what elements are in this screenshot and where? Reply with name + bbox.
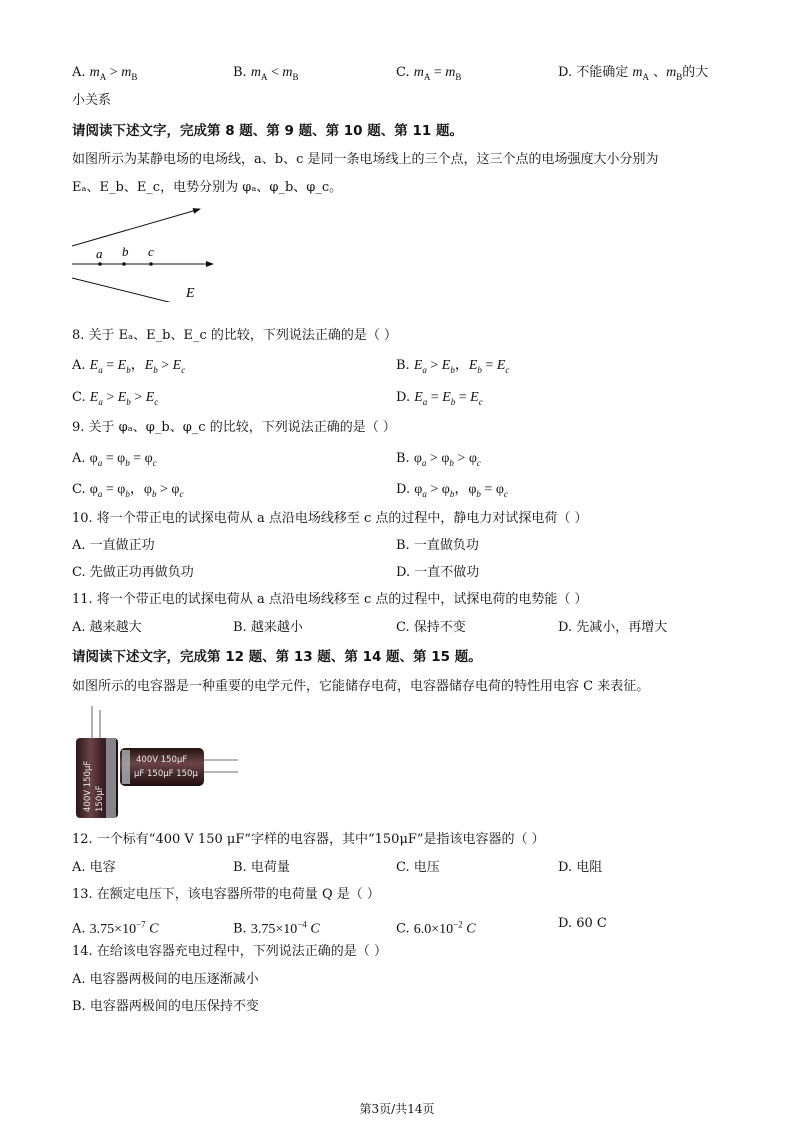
q9-option-c: C. $\varphi_a = \varphi_b$，$\varphi_b > \varphi_c$: [72, 482, 184, 499]
section2-heading: 请阅读下述文字，完成第 12 题、第 13 题、第 14 题、第 15 题。: [72, 649, 482, 665]
q12-option-c: C. 电压: [396, 860, 440, 875]
q12-option-a: A. 电容: [72, 860, 116, 875]
q7-option-d-continued: 小关系: [72, 93, 112, 108]
electric-field-diagram: [66, 202, 226, 302]
section2-intro: 如图所示的电容器是一种重要的电学元件，它能储存电荷，电容器储存电荷的特性用电容 C 来表征。: [72, 679, 650, 694]
section1-intro-line2: Eₐ、E_b、E_c，电势分别为 φₐ、φ_b、φ_c。: [72, 180, 343, 195]
q9-stem: 9. 关于 φₐ、φ_b、φ_c 的比较，下列说法正确的是（ ）: [72, 420, 396, 435]
q14-stem: 14. 在给该电容器充电过程中，下列说法正确的是（ ）: [72, 944, 387, 959]
q10-option-d: D. 一直不做功: [396, 565, 480, 580]
q7-option-c: C. $m_A = m_B$: [396, 65, 462, 82]
section1-intro-line1: 如图所示为某静电场的电场线，a、b、c 是同一条电场线上的三个点，这三个点的电场强度大小分别为: [72, 152, 659, 167]
horizontal-capacitor-marking-2: μF 150μF 150μ: [134, 769, 198, 779]
point-a: [98, 262, 102, 266]
q11-stem: 11. 将一个带正电的试探电荷从 a 点沿电场线移至 c 点的过程中，试探电荷的电势能（ ）: [72, 592, 588, 607]
q13-option-a: A. $3.75\times 10^{-7}$ C: [72, 919, 159, 937]
q11-option-c: C. 保持不变: [396, 620, 466, 635]
horizontal-capacitor: [120, 748, 204, 786]
q14-option-a: A. 电容器两极间的电压逐渐减小: [72, 972, 259, 987]
q9-option-a: A. $\varphi_a = \varphi_b = \varphi_c$: [72, 451, 157, 468]
q10-option-b: B. 一直做负功: [396, 538, 479, 553]
q8-option-b: B. $E_a > E_b$，$E_b = E_c$: [396, 358, 510, 375]
q11-option-a: A. 越来越大: [72, 620, 142, 635]
q7-option-d: D. 不能确定 $m_A$ 、$m_B$的大: [558, 65, 709, 82]
horizontal-capacitor-marking: 400V 150μF: [136, 755, 188, 765]
q10-option-c: C. 先做正功再做负功: [72, 565, 194, 580]
q13-option-d: D. 60 C: [558, 916, 607, 931]
q7-option-a: A. $m_A > m_B$: [72, 65, 138, 82]
point-b: [122, 262, 126, 266]
q9-option-b: B. $\varphi_a > \varphi_b > \varphi_c$: [396, 451, 481, 468]
q9-option-d: D. $\varphi_a > \varphi_b$，$\varphi_b = \varphi_c$: [396, 482, 508, 499]
q10-stem: 10. 将一个带正电的试探电荷从 a 点沿电场线移至 c 点的过程中，静电力对试探电荷（ ）: [72, 511, 588, 526]
q8-option-a: A. $E_a = E_b$，$E_b > E_c$: [72, 358, 186, 375]
q13-stem: 13. 在额定电压下，该电容器所带的电荷量 Q 是（ ）: [72, 887, 380, 902]
q7-option-b: B. $m_A < m_B$: [233, 65, 299, 82]
capacitor-photo: [66, 704, 242, 820]
q12-stem: 12. 一个标有“400 V 150 μF”字样的电容器，其中“150μF”是指该电容器的（ ）: [72, 832, 545, 847]
page-footer: 第3页/共14页: [359, 1102, 435, 1116]
q11-option-d: D. 先减小，再增大: [558, 620, 668, 635]
section1-heading: 请阅读下述文字，完成第 8 题、第 9 题、第 10 题、第 11 题。: [72, 123, 463, 139]
q13-option-b: B. $3.75\times 10^{-4}$ C: [233, 919, 320, 937]
q10-option-a: A. 一直做正功: [72, 538, 155, 553]
q12-option-d: D. 电阻: [558, 860, 603, 875]
q13-option-c: C. $6.0\times 10^{-2}$ C: [396, 919, 476, 937]
label-a: a: [96, 246, 103, 261]
q8-option-c: C. $E_a > E_b > E_c$: [72, 390, 159, 407]
vertical-capacitor-marking: 400V 150μF: [83, 760, 93, 812]
q11-option-b: B. 越来越小: [233, 620, 303, 635]
label-E: E: [186, 286, 195, 301]
q12-option-b: B. 电荷量: [233, 860, 290, 875]
label-c: c: [148, 244, 154, 259]
q14-option-b: B. 电容器两极间的电压保持不变: [72, 999, 259, 1014]
field-line-upper: [72, 209, 200, 246]
label-b: b: [122, 244, 129, 259]
q8-option-d: D. $E_a = E_b = E_c$: [396, 390, 483, 407]
vertical-capacitor-marking-2: 150μF: [95, 785, 105, 812]
point-c: [149, 262, 153, 266]
q8-stem: 8. 关于 Eₐ、E_b、E_c 的比较，下列说法正确的是（ ）: [72, 328, 398, 343]
